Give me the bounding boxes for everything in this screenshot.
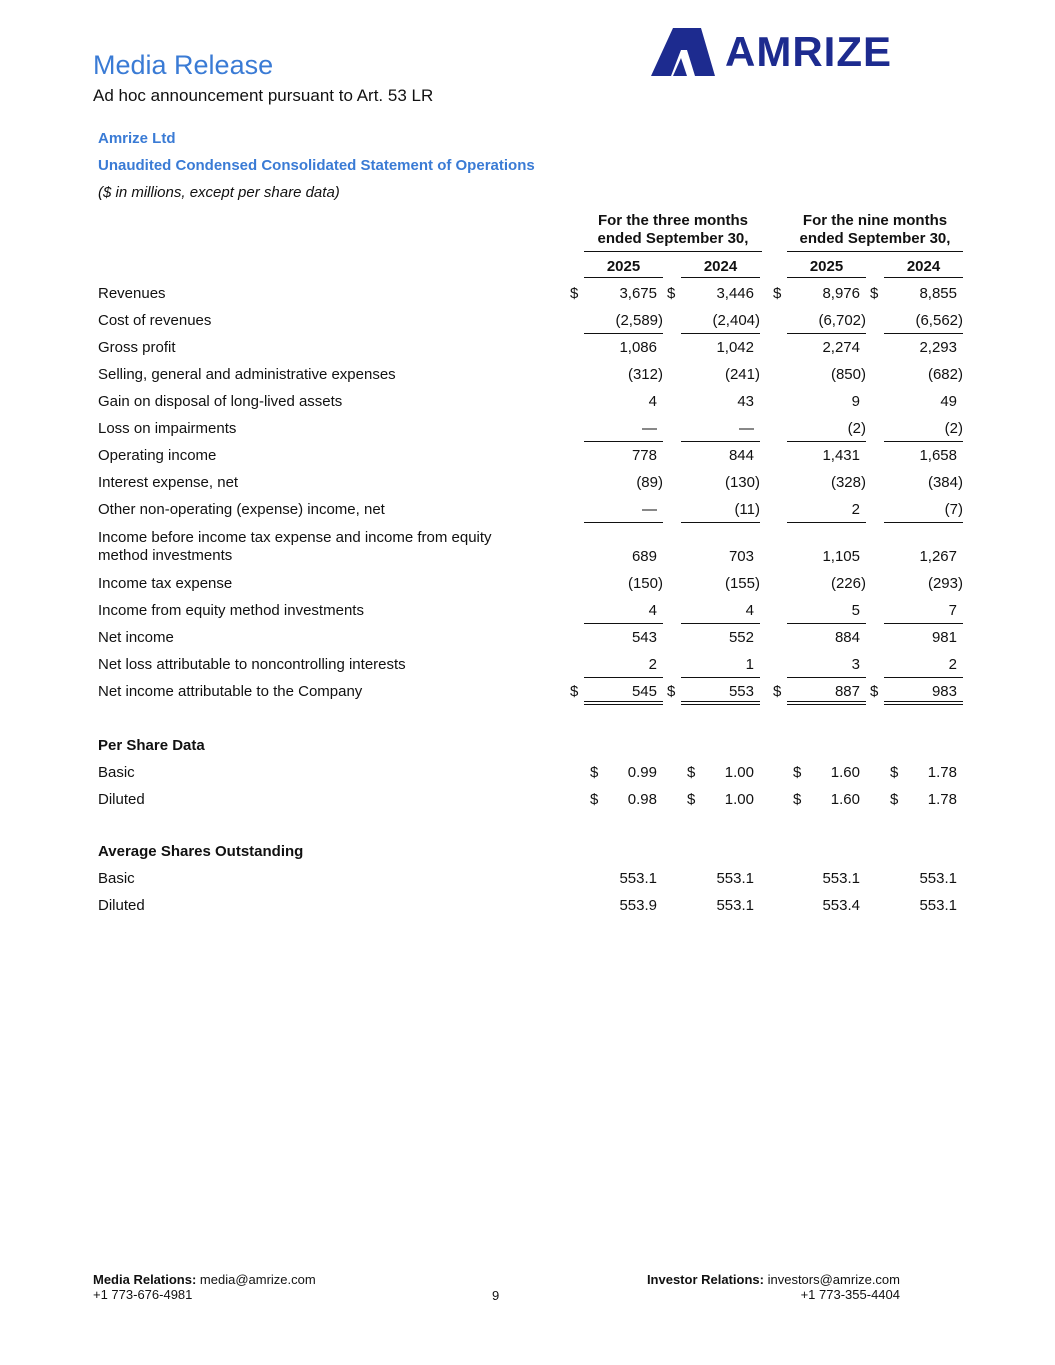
cell-value: 43 [737,393,754,410]
page-title: Media Release [93,50,274,80]
value-cell [681,366,760,388]
currency-symbol: $ [570,285,579,302]
currency-symbol: $ [870,683,879,700]
table-row [0,870,1055,897]
value-cell [884,602,963,624]
value-cell [787,474,866,496]
value-cell [681,602,760,624]
cell-value: (328) [830,474,866,491]
value-cell [884,656,963,678]
value-cell [884,312,963,334]
value-cell [681,575,760,597]
value-cell [884,474,963,496]
cell-value: 545 [631,683,657,700]
row-label-line: Income before income tax expense and income from equity [98,529,492,546]
company-name: Amrize Ltd [98,130,176,147]
value-cell [681,501,760,523]
cell-value: 1,431 [822,447,860,464]
cell-value: (155) [724,575,760,592]
cell-value: 1,042 [716,339,754,356]
value-cell [884,629,963,651]
value-cell [681,629,760,651]
value-cell [787,683,866,705]
value-cell [584,420,663,442]
cell-value: (241) [724,366,760,383]
footer-investor [647,1272,900,1302]
row-label [98,529,492,565]
page-subtitle: Ad hoc announcement pursuant to Art. 53 LR [93,86,434,105]
section-heading: Average Shares Outstanding [98,843,304,860]
cell-value: 552 [728,629,754,646]
row-label: Diluted [98,791,145,808]
table-row [0,764,1055,791]
cell-value: 844 [728,447,754,464]
value-cell [787,656,866,678]
value-cell [681,683,760,705]
cell-value: 0.98 [627,791,657,808]
row-label: Net income attributable to the Company [98,683,363,700]
value-cell [787,366,866,388]
row-label: Net income [98,629,174,646]
cell-value: 1.60 [830,764,860,781]
cell-value: 778 [631,447,657,464]
value-cell [681,393,760,415]
table-row [0,285,1055,312]
cell-value: (2) [944,420,963,437]
value-cell [584,501,663,523]
cell-value: 1 [745,656,754,673]
cell-value: 887 [834,683,860,700]
value-cell [584,548,663,570]
table-row [0,447,1055,474]
cell-value: 553.4 [822,897,860,914]
value-cell [787,501,866,523]
cell-value: 553.1 [919,870,957,887]
cell-value: 553.1 [716,897,754,914]
cell-value: (2,589) [615,312,663,329]
value-cell [584,870,663,892]
cell-value: 553 [728,683,754,700]
cell-value: (6,562) [915,312,963,329]
cell-value: (150) [627,575,663,592]
value-cell [681,312,760,334]
value-cell [681,339,760,361]
cell-value: 1,658 [919,447,957,464]
value-cell [681,447,760,469]
table-row [0,791,1055,818]
cell-value: 8,855 [919,285,957,302]
value-cell [787,870,866,892]
currency-symbol: $ [793,764,802,781]
table-row [0,501,1055,528]
cell-value: (7) [944,501,963,518]
row-label: Revenues [98,285,166,302]
currency-symbol: $ [590,791,599,808]
investor-phone: +1 773-355-4404 [800,1287,900,1302]
currency-symbol: $ [890,791,899,808]
cell-value: 1,267 [919,548,957,565]
cell-value: 553.9 [619,897,657,914]
cell-value: 553.1 [619,870,657,887]
value-cell [884,366,963,388]
cell-value: 543 [631,629,657,646]
table-row [0,339,1055,366]
value-cell [681,420,760,442]
cell-value: 3,446 [716,285,754,302]
value-cell [884,285,963,307]
cell-value: (11) [734,501,760,518]
cell-value: (89) [636,474,663,491]
cell-value: (293) [927,575,963,592]
currency-symbol: $ [793,791,802,808]
value-cell [584,575,663,597]
row-label: Diluted [98,897,145,914]
cell-value: 5 [851,602,860,619]
value-cell [884,575,963,597]
row-label: Basic [98,764,135,781]
logo-text: AMRIZE [725,28,892,75]
cell-value: — [642,420,657,437]
row-label: Operating income [98,447,217,464]
currency-symbol: $ [687,764,696,781]
cell-value: 983 [931,683,957,700]
value-cell [584,312,663,334]
cell-value: 1,086 [619,339,657,356]
currency-symbol: $ [590,764,599,781]
cell-value: 4 [745,602,754,619]
period-header-line: For the three months [597,212,748,229]
table-row [0,897,1055,924]
table-row [0,474,1055,501]
value-cell [787,575,866,597]
cell-value: 1.60 [830,791,860,808]
units-note: ($ in millions, except per share data) [98,184,340,201]
table-row [0,366,1055,393]
value-cell [681,897,760,919]
cell-value: (850) [830,366,866,383]
value-cell [884,683,963,705]
value-cell [884,420,963,442]
currency-symbol: $ [773,285,782,302]
cell-value: 553.1 [919,897,957,914]
logo-mark-icon [651,28,715,76]
currency-symbol: $ [773,683,782,700]
cell-value: 3,675 [619,285,657,302]
cell-value: 2 [948,656,957,673]
row-label: Gross profit [98,339,176,356]
year-header: 2024 [884,258,963,278]
table-row [0,683,1055,710]
value-cell [681,285,760,307]
year-header: 2025 [787,258,866,278]
cell-value: 2 [648,656,657,673]
value-cell [787,447,866,469]
currency-symbol: $ [667,683,676,700]
investor-label: Investor Relations: [646,1272,764,1287]
value-cell [681,548,760,570]
period-header-three-months [584,212,762,252]
table-row [0,602,1055,629]
value-cell [584,683,663,705]
value-cell [584,629,663,651]
cell-value: 4 [648,393,657,410]
currency-symbol: $ [890,764,899,781]
cell-value: 2,274 [822,339,860,356]
cell-value: (2) [847,420,866,437]
row-label: Net loss attributable to noncontrolling interests [98,656,406,673]
table-row [0,656,1055,683]
year-header: 2025 [584,258,663,278]
cell-value: 703 [728,548,754,565]
page-number: 9 [492,1288,500,1303]
value-cell [584,393,663,415]
cell-value: 884 [834,629,860,646]
cell-value: (6,702) [818,312,866,329]
cell-value: (384) [927,474,963,491]
cell-value: 981 [931,629,957,646]
value-cell [584,339,663,361]
cell-value: 0.99 [627,764,657,781]
cell-value: 4 [648,602,657,619]
value-cell [787,602,866,624]
row-label: Other non-operating (expense) income, net [98,501,385,518]
value-cell [884,501,963,523]
value-cell [787,339,866,361]
currency-symbol: $ [667,285,676,302]
period-header-line: ended September 30, [597,230,749,247]
row-label: Gain on disposal of long-lived assets [98,393,343,410]
row-label: Selling, general and administrative expenses [98,366,396,383]
period-header-line: For the nine months [802,212,948,229]
value-cell [681,474,760,496]
cell-value: 1.78 [927,764,957,781]
table-row [0,529,1055,575]
row-label: Income tax expense [98,575,233,592]
media-phone: +1 773-676-4981 [93,1287,193,1302]
value-cell [584,285,663,307]
currency-symbol: $ [570,683,579,700]
value-cell [584,474,663,496]
cell-value: (226) [830,575,866,592]
value-cell [787,548,866,570]
cell-value: 553.1 [822,870,860,887]
cell-value: — [642,501,657,518]
cell-value: 49 [940,393,957,410]
value-cell [787,629,866,651]
value-cell [584,656,663,678]
value-cell [681,656,760,678]
currency-symbol: $ [687,791,696,808]
cell-value: 9 [851,393,860,410]
cell-value: 1,105 [822,548,860,565]
value-cell [787,285,866,307]
cell-value: 8,976 [822,285,860,302]
cell-value: 689 [631,548,657,565]
value-cell [584,897,663,919]
period-header-nine-months [787,212,963,252]
value-cell [884,447,963,469]
row-label-line: method investments [98,547,233,564]
footer-media [93,1272,316,1302]
value-cell [584,366,663,388]
table-row [0,575,1055,602]
section-heading: Per Share Data [98,737,205,754]
cell-value: (682) [927,366,963,383]
value-cell [787,897,866,919]
cell-value: — [739,420,754,437]
year-header: 2024 [681,258,760,278]
cell-value: 1.78 [927,791,957,808]
cell-value: 7 [948,602,957,619]
statement-title: Unaudited Condensed Consolidated Statement of Operations [98,157,535,174]
table-row [0,420,1055,447]
cell-value: (130) [724,474,760,491]
investor-email[interactable]: investors@amrize.com [767,1272,900,1287]
cell-value: 2,293 [919,339,957,356]
row-label: Basic [98,870,135,887]
value-cell [884,897,963,919]
row-label: Interest expense, net [98,474,239,491]
table-row [0,393,1055,420]
cell-value: (312) [627,366,663,383]
cell-value: 553.1 [716,870,754,887]
row-label: Loss on impairments [98,420,237,437]
row-label: Cost of revenues [98,312,212,329]
cell-value: 1.00 [724,764,754,781]
table-row [0,629,1055,656]
value-cell [787,312,866,334]
cell-value: 1.00 [724,791,754,808]
company-logo [651,28,892,76]
value-cell [884,339,963,361]
value-cell [787,420,866,442]
cell-value: 3 [851,656,860,673]
value-cell [787,393,866,415]
value-cell [584,602,663,624]
currency-symbol: $ [870,285,879,302]
row-label: Income from equity method investments [98,602,364,619]
value-cell [884,870,963,892]
period-header-line: ended September 30, [799,230,951,247]
media-email[interactable]: media@amrize.com [199,1272,316,1287]
value-cell [681,870,760,892]
media-label: Media Relations: [93,1272,197,1287]
cell-value: (2,404) [712,312,760,329]
value-cell [584,447,663,469]
value-cell [884,393,963,415]
table-row [0,312,1055,339]
value-cell [884,548,963,570]
cell-value: 2 [851,501,860,518]
